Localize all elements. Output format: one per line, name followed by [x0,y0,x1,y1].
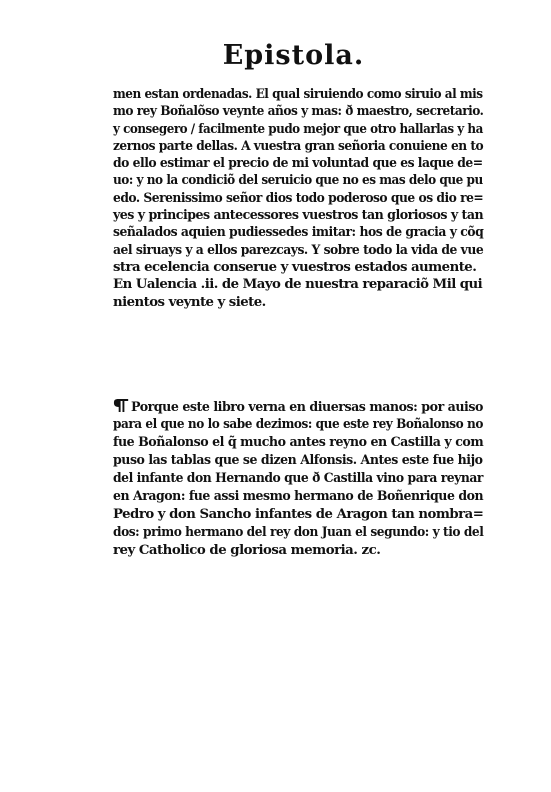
text-line: nientos veynte y siete. [113,294,266,310]
text-line: men estan ordenadas. El qual siruiendo como siruio al mis [113,87,483,102]
line-text: Porque este libro verna en diuersas manos: por auiso [131,400,483,415]
text-line: del infante don Hernando que ð Castilla vino para reynar [113,471,483,486]
text-line: rey Catholico de gloriosa memoria. zc. [113,543,381,558]
text-line: puso las tablas que se dizen Alfonsis. Antes este fue hijo [113,453,483,468]
text-line: mo rey Boñalõso veynte años y mas: ð maestro, secretario. [113,104,484,120]
epistle-paragraph [113,86,483,311]
text-line: señalados aquien pudiessedes imitar: hos de gracia y cõq [113,225,484,241]
text-line: ael siruays y a ellos parezcays. Y sobre todo la vida de vue [113,242,484,258]
text-line: do ello estimar el precio de mi voluntad que es laque de= [113,156,483,172]
text-line: dos: primo hermano del rey don Juan el segundo: y tio del [113,525,484,540]
text-line: en Aragon: fue assi mesmo hermano de Boñenrique don [113,489,484,504]
text-line [113,398,483,416]
text-line: zernos parte dellas. A vuestra gran señoria conuiene en to [113,138,484,154]
text-line: uo: y no la condiciõ del seruicio que no es mas delo que pu [113,173,483,189]
text-line: edo. Serenissimo señor dios todo poderoso que os dio re= [113,190,484,206]
pilcrow-initial-icon [113,398,130,413]
text-line: para el que no lo sabe dezimos: que este rey Boñalonso no [113,417,483,432]
notice-paragraph [113,398,483,560]
text-line: yes y principes antecessores vuestros tan gloriosos y tan [113,208,484,224]
text-line: Pedro y don Sancho infantes de Aragon tan nombra= [113,507,484,522]
text-line: En Ualencia .ii. de Mayo de nuestra reparaciõ Mil qui [113,277,483,293]
page-heading: Epistola. [222,40,365,71]
text-line: fue Boñalonso el q̃ mucho antes reyno en Castilla y com [113,435,484,450]
text-line: stra ecelencia conserue y vuestros estados aumente. [113,259,477,275]
text-line: y consegero / facilmente pudo mejor que otro hallarlas y ha [113,121,483,137]
